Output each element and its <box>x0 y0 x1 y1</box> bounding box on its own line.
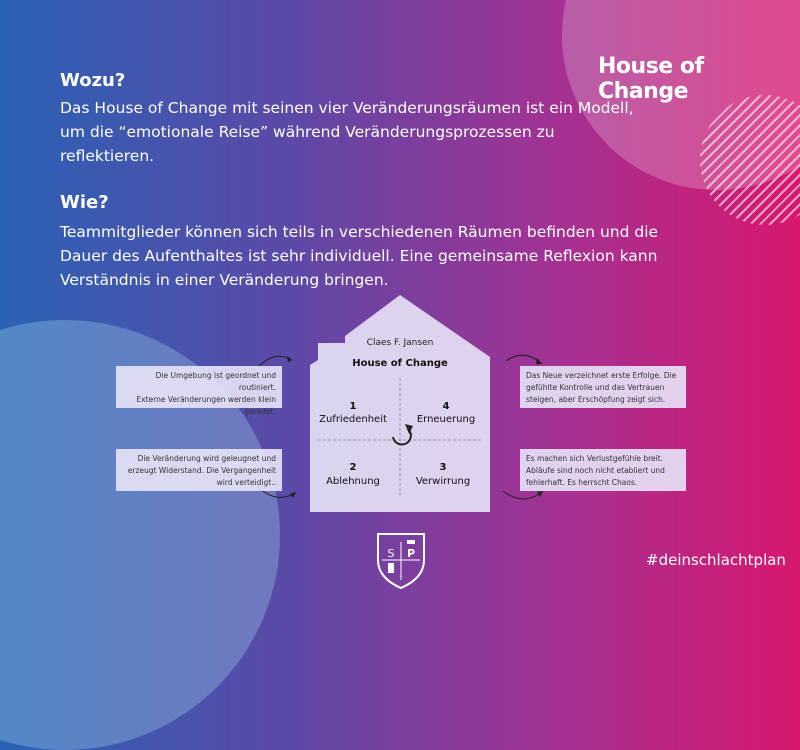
desc-line: Abläufe sind noch nicht etabliert und <box>526 466 665 475</box>
room-3-description <box>520 449 686 491</box>
arrowhead <box>290 492 296 498</box>
room-1-name: Zufriedenheit <box>319 414 387 425</box>
diagram-title: House of Change <box>352 358 448 369</box>
desc-line: steigen, aber Erschöpfung zeigt sich. <box>526 395 666 404</box>
arrowhead <box>287 356 292 362</box>
room-4-name: Erneuerung <box>416 414 476 425</box>
room-2-name: Ablehnung <box>326 476 380 487</box>
desc-line: erzeugt Widerstand. Die Vergangenheit <box>127 466 276 475</box>
text-line: um die “emotionale Reise” während Veränderungsprozessen zu <box>60 123 555 141</box>
desc-line: Die Veränderung wird geleugnet und <box>137 454 276 463</box>
section-heading-wie: Wie? <box>60 192 109 213</box>
text-line: Verständnis in einer Veränderung bringen. <box>60 271 389 289</box>
arrowhead <box>537 491 543 497</box>
desc-line: wird verteidigt.. <box>216 478 276 487</box>
desc-line: Das Neue verzeichnet erste Erfolge. Die <box>526 371 677 380</box>
room-1-number: 1 <box>349 401 357 412</box>
desc-line: Es machen sich Verlustgefühle breit. <box>526 454 664 463</box>
logo-letter-p: P <box>406 547 416 560</box>
arrow-room-3 <box>503 491 543 499</box>
crown-icon <box>407 540 415 544</box>
text-line: Das House of Change mit seinen vier Veränderungsräumen ist ein Modell, <box>60 99 634 117</box>
text-line: Dauer des Aufenthaltes ist sehr individuell. Eine gemeinsame Reflexion kann <box>60 247 658 265</box>
room-2-number: 2 <box>349 462 357 473</box>
chess-piece-icon <box>388 563 394 573</box>
desc-line: gefühlte Kontrolle und das Vertrauen <box>526 383 665 392</box>
diagram-author: Claes F. Jansen <box>366 338 434 348</box>
text-line: Teammitglieder können sich teils in verschiedenen Räumen befinden und die <box>60 223 659 241</box>
desc-line: fehlerhaft. Es herrscht Chaos. <box>526 478 638 487</box>
desc-line: geredet. <box>244 407 276 416</box>
room-3-name: Verwirrung <box>415 476 471 487</box>
room-4-description <box>520 366 686 408</box>
desc-line: Externe Veränderungen werden klein <box>136 395 276 404</box>
arrowhead <box>536 358 542 364</box>
desc-line: Die Umgebung ist geordnet und routiniert. <box>155 371 276 392</box>
room-3-number: 3 <box>439 462 447 473</box>
sp-shield-logo <box>374 530 428 590</box>
hashtag: #deinschlachtplan <box>646 551 786 569</box>
section-heading-wozu: Wozu? <box>60 70 126 91</box>
page-title: House of Change <box>598 54 704 104</box>
text-line: reflektieren. <box>60 147 155 165</box>
room-1-description <box>116 366 282 416</box>
room-4-number: 4 <box>442 401 450 412</box>
logo-letter-s: S <box>387 547 395 560</box>
room-2-description <box>116 449 282 491</box>
